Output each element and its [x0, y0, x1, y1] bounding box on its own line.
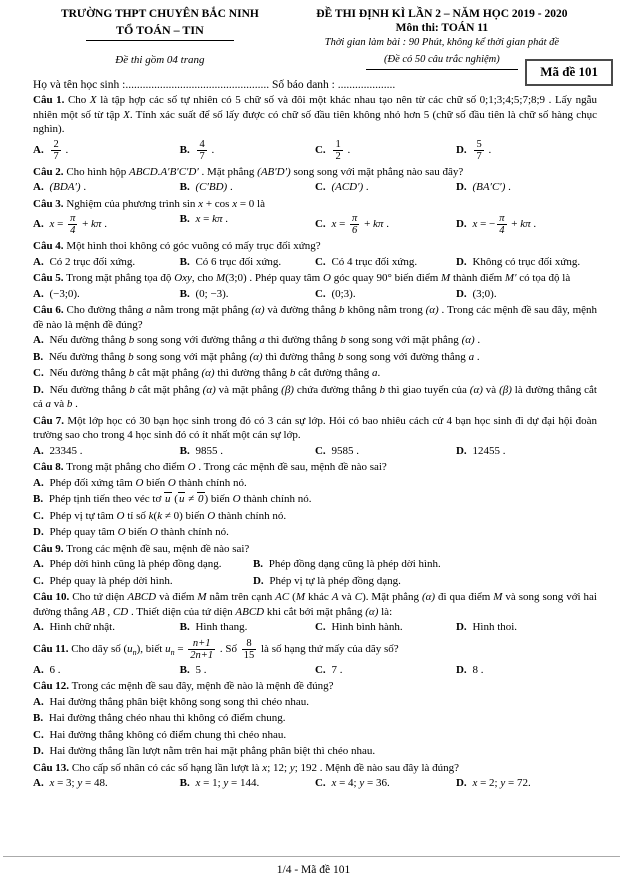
math-var: (α) [461, 334, 475, 347]
answer-label: A. [33, 287, 44, 300]
question-number: Câu 6. [33, 304, 64, 317]
answer-label: D. [455, 218, 467, 231]
answer-label: D. [455, 287, 467, 300]
answer-label: B. [179, 621, 190, 634]
question-number: Câu 11. [33, 642, 69, 655]
answer-label: A. [33, 181, 44, 194]
answer-label: C. [33, 574, 44, 587]
math-var: x [331, 777, 337, 790]
fraction: $\frac{\pi}{4}$ [499, 213, 505, 237]
answer-option: B. Phép tịnh tiến theo véc tơ u (u ≠ 0) biến O thành chính nó. [33, 493, 312, 506]
math-var: M [197, 591, 207, 604]
answer-label: B. [179, 213, 190, 226]
question-body: Câu 9. Trong các mệnh đề sau, mệnh đề nào sai? [33, 542, 250, 555]
answer-label: D. [455, 777, 467, 790]
question-number: Câu 12. [33, 680, 70, 693]
question [33, 542, 597, 590]
math-var: b [66, 398, 73, 411]
question-number: Câu 8. [33, 461, 64, 474]
answer-options [33, 775, 597, 792]
math-var: b [289, 367, 296, 380]
answer-options [33, 662, 597, 679]
math-var: kπ [373, 218, 384, 231]
answer-label: D. [33, 745, 44, 758]
question-body: Câu 13. Cho cấp số nhân có các số hạng lần lượt là x; 12; y; 192 . Mệnh đề nào sau đây là đúng? [33, 761, 460, 774]
question-body: Câu 2. Cho hình hộp ABCD.A′B′C′D′ . Mặt phẳng (AB′D′) song song với mặt phẳng nào sau đây? [33, 165, 464, 178]
answer-option: B. Có 6 trục đối xứng. [179, 255, 282, 268]
math-var: (α) [365, 605, 379, 618]
math-var: x [195, 777, 201, 790]
answer-label: A. [33, 476, 44, 489]
candidate-number-label: Số báo danh : [269, 79, 338, 91]
fraction: $\frac{1}{2}$ [335, 138, 341, 162]
answer-options [33, 694, 597, 760]
math-var: M [441, 272, 451, 285]
answer-label: B. [33, 493, 44, 506]
answer-label: C. [314, 143, 326, 156]
answer-label: C. [314, 444, 326, 457]
answer-option: A. 6 . [33, 663, 61, 676]
answer-option: D. x = − $\frac{\pi}{4}$ + kπ . [455, 213, 537, 237]
question [33, 197, 597, 239]
question-count-note: (Đề có 50 câu trắc nghiệm) [366, 53, 518, 70]
math-var: A [331, 591, 339, 604]
math-var: x [472, 777, 478, 790]
math-var: y [223, 777, 229, 790]
math-var: x [198, 197, 204, 210]
answer-option: C. 7 . [314, 663, 343, 676]
exam-title: ĐỀ THI ĐỊNH KÌ LẦN 2 – NĂM HỌC 2019 - 2020 [316, 8, 568, 20]
math-var: x [195, 213, 201, 226]
student-info-row [33, 79, 513, 91]
answer-label: C. [33, 367, 44, 380]
math-var: ABCD [235, 605, 265, 618]
answer-option: D. Phép vị tự là phép đồng dạng. [252, 574, 401, 587]
fraction: $\frac{5}{7}$ [476, 138, 482, 162]
math-var: a [146, 304, 152, 317]
math-var: O [322, 272, 331, 285]
question-body: Câu 1. Cho X là tập hợp các số tự nhiên có 5 chữ số và đôi một khác nhau tạo nên từ các chữ số 0;1;3;4;5;7;8;9 . Lấy ngẫu nhiên một số từ tập X. Tính xác suất để số lấy được có chữ số đầu tiên không nhỏ hơn 5 (chữ số đầu tiên là chữ số hàng chục nghìn). [33, 94, 598, 135]
answer-label: B. [179, 444, 190, 457]
fraction: $\frac{\pi}{6}$ [352, 213, 358, 237]
answer-option: A. (BDA′) . [33, 181, 87, 194]
math-var: (BA′C′) [472, 181, 506, 194]
vector-overline: u [178, 493, 185, 506]
fraction: $\frac{\pi}{4}$ [70, 213, 76, 237]
math-var: b [128, 334, 135, 347]
question [33, 93, 597, 164]
math-var: kπ [212, 213, 223, 226]
answer-options [33, 475, 597, 541]
math-var: b [128, 367, 135, 380]
question-number: Câu 10. [33, 591, 70, 604]
answer-label: B. [252, 558, 264, 571]
math-var: b [129, 383, 135, 396]
answer-options [33, 556, 597, 589]
answer-label: A. [33, 218, 44, 231]
math-var-subscript: $u_n$ [165, 642, 175, 657]
answer-label: A. [33, 621, 44, 634]
answer-option: A. (−3;0). [33, 287, 80, 300]
answer-option: A. Có 2 trục đối xứng. [33, 255, 136, 268]
answer-option: D. Hình thoi. [455, 621, 518, 634]
question [33, 637, 597, 679]
answer-label: D. [455, 663, 467, 676]
question-number: Câu 13. [33, 761, 70, 774]
answer-option: D. Nếu đường thẳng b cắt mặt phẳng (α) và mặt phẳng (β) chứa đường thẳng b thì giao tuyến của (α) và (β) là đường thẳng cắt cả a và b . [33, 383, 597, 411]
question-body: Câu 11. Cho dãy số $(u_n)$, biết $u_n$ = $\frac{n+1}{2n+1}$ . Số $\frac{8}{15}$ là số hạng thứ mấy của dãy số? [33, 637, 399, 661]
answer-label: C. [314, 181, 326, 194]
math-var: M [493, 591, 503, 604]
math-var: O [117, 526, 126, 539]
question-body: Câu 6. Cho đường thẳng a nằm trong mặt phẳng (α) và đường thẳng b không nằm trong (α) . Trong các mệnh đề sau đây, mệnh đề nào là mệnh đề đúng? [33, 304, 598, 331]
question-number: Câu 5. [33, 272, 64, 285]
answer-label: A. [33, 777, 44, 790]
header-left [33, 7, 287, 70]
math-var: kπ [91, 218, 102, 231]
math-var: O [167, 476, 176, 489]
candidate-number-blank: .................... [337, 79, 396, 91]
math-var: (α) [251, 304, 265, 317]
math-var: a [45, 398, 52, 411]
answer-label: C. [314, 621, 326, 634]
answer-option: B. Nếu đường thẳng b song song với mặt phẳng (α) thì đường thẳng b song song với đường thẳng a . [33, 350, 480, 363]
math-var-subscript: $u_n$ [127, 642, 137, 657]
math-var: O [150, 526, 158, 539]
answer-options [33, 332, 597, 413]
answer-label: D. [33, 383, 44, 396]
answer-option: A. Phép đối xứng tâm O biến O thành chính nó. [33, 476, 247, 489]
math-var: C [354, 591, 363, 604]
exam-code-box: Mã đề 101 [525, 59, 613, 86]
math-var: O [207, 509, 216, 522]
answer-option: C. Có 4 trục đối xứng. [314, 255, 418, 268]
answer-option: B. 9855 . [179, 444, 223, 457]
math-var: X [89, 94, 97, 106]
answer-option: B. (0; −3). [179, 287, 229, 300]
answer-option: C. Phép quay là phép dời hình. [33, 574, 173, 587]
answer-option: B. (C′BD) . [179, 181, 233, 194]
math-var: (C′BD) [195, 181, 228, 194]
question-number: Câu 2. [33, 165, 64, 178]
student-name-blank: .................................................. [125, 79, 270, 91]
math-var: AB [91, 605, 105, 618]
question-body: Câu 7. Một lớp học có 30 bạn học sinh trong đó có 3 cán sự lớp. Hỏi có bao nhiêu cách cử 4 bạn học sinh đi dự đại hội đoàn trường sao cho trong 4 học sinh đó có ít nhất một cán sự lớp. [33, 414, 598, 442]
math-var: (AB′D′) [257, 165, 291, 178]
math-var: O [116, 509, 125, 522]
answer-label: A. [33, 695, 44, 708]
math-var: Oxy [174, 272, 192, 285]
answer-option: B. x = 1; y = 144. [179, 777, 260, 790]
answer-label: D. [455, 444, 467, 457]
answer-option: A. Nếu đường thẳng b song song với đường thẳng a thì đường thẳng b song song với mặt phẳng (α) . [33, 334, 481, 347]
answer-option: A. Hình chữ nhật. [33, 621, 115, 634]
answer-option: C. Phép vị tự tâm O tỉ số k(k ≠ 0) biến O thành chính nó. [33, 509, 287, 522]
question-body: Câu 4. Một hình thoi không có góc vuông có mấy trục đối xứng? [33, 240, 321, 253]
math-var: x [49, 218, 55, 231]
answer-option: D. Phép quay tâm O biến O thành chính nó. [33, 526, 229, 539]
answer-label: B. [33, 350, 44, 363]
answer-option: B. Hai đường thẳng chéo nhau thì không có điểm chung. [33, 712, 286, 725]
answer-option: B. x = kπ . [179, 213, 228, 226]
math-var: k [157, 509, 163, 522]
answer-option: B. $\frac{4}{7}$ . [179, 138, 215, 162]
math-var: b [128, 350, 134, 363]
answer-label: A. [33, 444, 44, 457]
question [33, 414, 597, 460]
question-number: Câu 9. [33, 542, 64, 555]
answer-option: C. x = $\frac{\pi}{6}$ + kπ . [314, 213, 389, 237]
answer-label: C. [314, 218, 326, 231]
question-body: Câu 8. Trong mặt phẳng cho điểm O . Trong các mệnh đề sau, mệnh đề nào sai? [33, 461, 387, 474]
math-var: ABCD [127, 591, 157, 604]
answer-option: A. 23345 . [33, 444, 83, 457]
math-var: (α) [425, 304, 439, 317]
math-var: x [472, 218, 478, 231]
answer-label: B. [179, 663, 190, 676]
answer-option: B. Hình thang. [179, 621, 248, 634]
answer-options [33, 137, 597, 164]
school-name: TRƯỜNG THPT CHUYÊN BẮC NINH [60, 8, 259, 20]
fraction: $\frac{n+1}{2n+1}$ [190, 637, 214, 661]
math-var: (α) [469, 383, 483, 396]
math-var: AC [275, 591, 290, 604]
question [33, 460, 597, 541]
question-body: Câu 12. Trong các mệnh đề sau đây, mệnh đề nào là mệnh đề đúng? [33, 680, 334, 693]
answer-label: C. [314, 287, 326, 300]
answer-options [33, 254, 597, 271]
math-var: x [232, 197, 238, 210]
answer-options [33, 443, 597, 460]
fraction: $\frac{2}{7}$ [53, 138, 59, 162]
math-var: (β) [281, 383, 294, 396]
question-body: Câu 5. Trong mặt phẳng tọa độ Oxy, cho M(3;0) . Phép quay tâm O góc quay 90° biến điểm M thành điểm M′ có tọa độ là [33, 272, 571, 285]
math-var: M [295, 591, 306, 604]
answer-options [33, 179, 597, 196]
questions-list [33, 93, 597, 792]
answer-option: C. Nếu đường thẳng b cắt mặt phẳng (α) thì đường thẳng b cắt đường thẳng a. [33, 367, 381, 380]
answer-label: C. [314, 777, 326, 790]
question [33, 761, 597, 792]
answer-option: B. 5 . [179, 663, 207, 676]
answer-label: D. [455, 621, 467, 634]
math-var: X [123, 108, 130, 121]
answer-option: D. x = 2; y = 72. [455, 777, 531, 790]
answer-label: C. [33, 509, 44, 522]
math-var: y [289, 761, 295, 774]
answer-label: B. [179, 255, 190, 268]
question-number: Câu 7. [33, 414, 65, 427]
exam-header [33, 7, 597, 70]
math-var: O [135, 476, 144, 489]
answer-option: C. x = 4; y = 36. [314, 777, 390, 790]
question-number: Câu 3. [33, 197, 64, 210]
answer-label: C. [314, 255, 326, 268]
answer-label: B. [179, 181, 190, 194]
fraction: $\frac{4}{7}$ [199, 138, 205, 162]
answer-label: D. [252, 574, 264, 587]
math-var: ABCD.A′B′C′D′ [128, 165, 199, 178]
answer-option: D. $\frac{5}{7}$ . [455, 138, 492, 162]
footer-divider [3, 856, 620, 857]
math-var: M′ [504, 272, 517, 285]
math-var: b [379, 383, 386, 396]
answer-option: D. Không có trục đối xứng. [455, 255, 581, 268]
answer-option: C. (ACD′) . [314, 181, 369, 194]
math-var: x [331, 218, 337, 231]
answer-label: A. [33, 255, 44, 268]
question-body: Câu 10. Cho tứ diện ABCD và điểm M nằm trên cạnh AC (M khác A và C). Mặt phẳng (α) đi qua điểm M và song song với hai đường thẳng AB , CD . Thiết diện của tứ diện ABCD khi cắt bởi mặt phẳng (α) là: [33, 591, 597, 618]
question-body: Câu 3. Nghiệm của phương trình sin x + cos x = 0 là [33, 197, 265, 210]
math-var: x [262, 761, 268, 774]
math-var: y [500, 777, 506, 790]
department-name: TỔ TOÁN – TIN [86, 23, 234, 41]
math-var: (ACD′) [331, 181, 364, 194]
answer-label: B. [33, 712, 44, 725]
answer-label: D. [455, 255, 467, 268]
answer-label: A. [33, 663, 44, 676]
answer-option: B. Phép đồng dạng cũng là phép dời hình. [252, 558, 441, 571]
math-var: y [359, 777, 365, 790]
question [33, 239, 597, 270]
math-var: (α) [201, 367, 215, 380]
answer-label: B. [179, 777, 190, 790]
math-var: (β) [499, 383, 512, 396]
answer-option: C. Hình bình hành. [314, 621, 403, 634]
question [33, 303, 597, 413]
math-var: a [259, 334, 265, 347]
math-var: y [77, 777, 83, 790]
math-var: b [339, 304, 345, 317]
answer-option: A. $\frac{2}{7}$ . [33, 138, 69, 162]
answer-options [33, 211, 597, 238]
math-var: a [468, 350, 475, 363]
answer-label: D. [33, 526, 44, 539]
question [33, 590, 597, 636]
answer-option: D. (3;0). [455, 287, 497, 300]
answer-option: A. x = 3; y = 48. [33, 777, 108, 790]
answer-options [33, 619, 597, 636]
answer-option: C. $\frac{1}{2}$ . [314, 138, 351, 162]
question [33, 271, 597, 302]
answer-label: B. [179, 287, 190, 300]
answer-label: A. [33, 334, 44, 347]
math-var: (α) [421, 591, 436, 604]
answer-label: D. [455, 181, 467, 194]
answer-option: A. Phép dời hình cũng là phép đồng dạng. [33, 558, 222, 571]
answer-option: D. 12455 . [455, 444, 506, 457]
answer-option: D. 8 . [455, 663, 484, 676]
math-var: (α) [202, 383, 216, 396]
question-number: Câu 4. [33, 240, 64, 253]
answer-option: D. (BA′C′) . [455, 181, 511, 194]
fraction: $\frac{8}{15}$ [243, 637, 255, 661]
duration-line: Thời gian làm bài : 90 Phút, không kể thời gian phát đề [324, 37, 560, 48]
answer-option: D. Hai đường thẳng lần lượt nằm trên hai mặt phẳng phân biệt thì chéo nhau. [33, 745, 376, 758]
math-var: kπ [520, 218, 531, 231]
question [33, 679, 597, 760]
math-var: M [216, 272, 226, 285]
answer-label: C. [314, 663, 326, 676]
question-number: Câu 1. [33, 94, 65, 106]
math-var: k [148, 509, 154, 522]
vector-overline: 0 [198, 493, 204, 506]
answer-option: A. x = $\frac{\pi}{4}$ + kπ . [33, 213, 107, 237]
math-var: O [232, 493, 241, 506]
pages-note: Đề thi gồm 04 trang [115, 54, 205, 66]
answer-options [33, 286, 597, 303]
page-footer: 1/4 - Mã đề 101 [276, 864, 351, 876]
answer-label: A. [33, 558, 44, 571]
math-var: O [187, 461, 196, 474]
answer-option: C. (0;3). [314, 287, 356, 300]
math-var: b [340, 334, 346, 347]
math-var: CD [112, 605, 129, 618]
subject-line: Môn thi: TOÁN 11 [395, 22, 489, 34]
question [33, 165, 597, 196]
math-var: b [337, 350, 344, 363]
answer-label: C. [33, 728, 44, 741]
answer-option: A. Hai đường thẳng phân biệt không song song thì chéo nhau. [33, 695, 310, 708]
answer-option: C. Hai đường thẳng không có điểm chung thì chéo nhau. [33, 728, 287, 741]
student-name-label: Họ và tên học sinh : [33, 79, 126, 91]
vector-overline: u [165, 493, 171, 506]
math-var: a [371, 367, 378, 380]
answer-option: C. 9585 . [314, 444, 359, 457]
answer-label: B. [179, 143, 190, 156]
answer-label: D. [455, 143, 467, 156]
math-var: (BDA′) [49, 181, 81, 194]
answer-label: A. [33, 143, 44, 156]
math-var: x [49, 777, 55, 790]
math-var: (α) [249, 350, 263, 363]
